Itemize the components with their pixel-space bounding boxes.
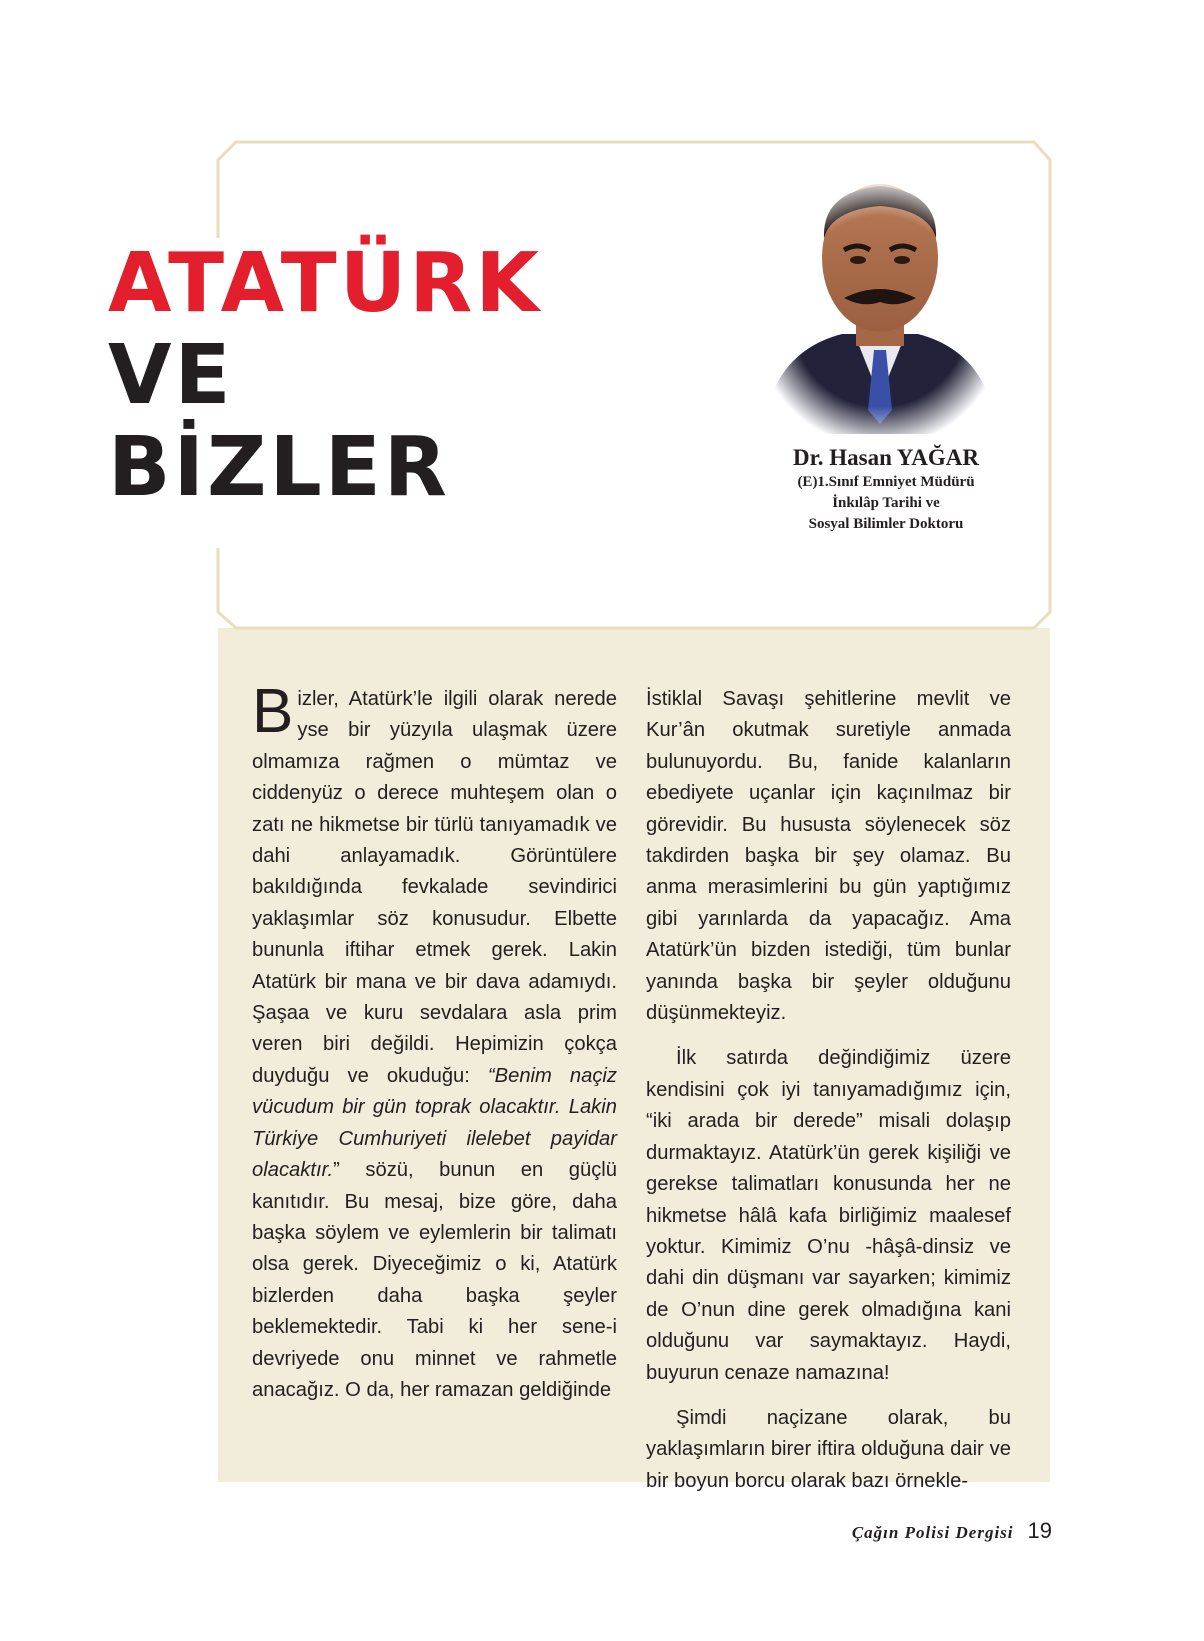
dropcap: B — [252, 677, 294, 746]
author-portrait — [752, 162, 1008, 434]
column-left — [252, 677, 617, 1406]
author-title-3: Sosyal Bilimler Doktoru — [808, 516, 964, 532]
title-line-1: ATATÜRK — [108, 236, 542, 331]
paragraph-1-start: izler, Atatürk’le ilgili olarak nerede yse bir yüzyıla ulaşmak üzere olmamıza rağmen o mümtaz ve ciddenyüz o derece muhteşem olan o zatı ne hikmetse bir türlü tanıyamadık ve dahi anlayamadık. Görüntülere bakıldığında fevkalade sevindirici yaklaşımlar söz konusudur. Elbette bununla iftihar etmek gerek. Lakin Atatürk bir mana ve bir dava adamıydı. Şaşaa ve kuru sevdalara asla prim veren biri değildi. Hepimizin çokça duyduğu ve okuduğu: — [252, 688, 617, 1087]
magazine-name: Çağın Polisi Dergisi — [851, 1523, 1014, 1542]
author-name: Dr. Hasan YAĞAR — [793, 445, 979, 470]
title-line-2: VE — [108, 328, 234, 423]
article-title — [108, 238, 542, 514]
ataturk-quote: “Benim naçiz vücudum bir gün toprak olacaktır. Lakin Türkiye Cumhuriyeti ilelebet payidar olacaktır. — [252, 1064, 617, 1182]
page-footer — [852, 1518, 1052, 1544]
paragraph-1 — [252, 677, 617, 1406]
author-info — [726, 444, 1046, 535]
page-number: 19 — [1027, 1518, 1052, 1543]
author-title-2: İnkılâp Tarihi ve — [832, 495, 940, 511]
paragraph-2: İlk satırda değindiğimiz üzere kendisini çok iyi tanıyamadığımız için, “iki arada bir derede” misali dolaşıp durmaktayız. Atatürk’ün gerek kişiliği ve gerekse talimatları konusunda her ne hikmetse hâlâ kafa birliğimiz maalesef yoktur. Kimimiz O’nu -hâşâ-dinsiz ve dahi din düşmanı var sayarken; kimimiz de O’nun dine gerek olmadığına kani olduğunu var saymaktayız. Haydi, buyurun cenaze namazına! — [646, 1047, 1011, 1384]
paragraph-1-continued: İstiklal Savaşı şehitlerine mevlit ve Kur’ân okutmak suretiyle anmada bulunuyordu. Bu, fanide kalanların ebediyete uçanlar için kaçınılmaz bir görevidir. Bu hususta söylenecek söz takdirden başka bir şey olamaz. Bu anma merasimlerini bu gün yaptığımız gibi yarınlarda da yapacağız. Ama Atatürk’ün bizden istediği, tüm bunlar yanında başka bir şeyler olduğunu düşünmekteyiz. — [646, 688, 1011, 1025]
paragraph-3: Şimdi naçizane olarak, bu yaklaşımların birer iftira olduğuna dair ve bir boyun borcu olarak bazı örnekle- — [646, 1406, 1011, 1492]
column-right — [646, 684, 1011, 1497]
title-line-3: BİZLER — [108, 420, 450, 515]
author-title-1: (E)1.Sınıf Emniyet Müdürü — [797, 474, 975, 490]
paragraph-1-end: ” sözü, bunun en güçlü kanıtıdır. Bu mesaj, bize göre, daha başka söylem ve eylemlerin bir talimatı olsa gerek. Diyeceğimiz o ki, Atatürk bizlerden daha başka şeyler beklemektedir. Tabi ki her sene-i devriyede onu minnet ve rahmetle anacağız. O da, her ramazan geldiğinde — [252, 1159, 617, 1401]
